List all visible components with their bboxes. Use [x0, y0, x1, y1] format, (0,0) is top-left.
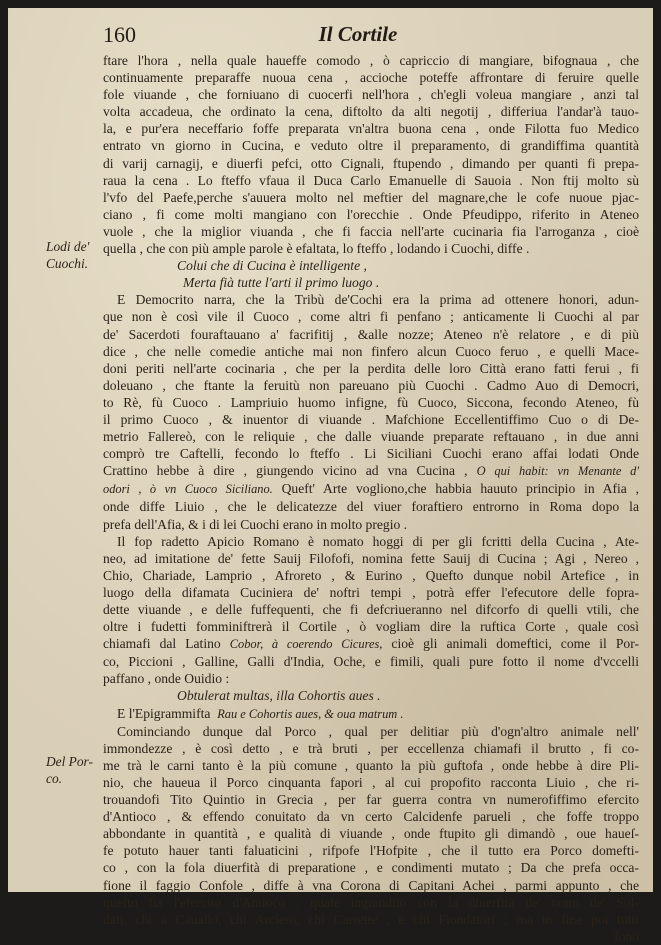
page-header: [103, 20, 613, 48]
text-run: chiamafi dal Latino: [103, 636, 221, 652]
text-line: onde diffe Liuio , che le delicatezze del viuer foraftiero entrorno in Roma dopo la: [103, 499, 639, 515]
text-line: co , con la fola diuerfità di preparatione , e condimenti mutato ; Da che prefa occa-: [103, 860, 639, 876]
text-line: fione il faggio Confole , diffe à vna Corona di Capitani Achei , parmi appunto , che: [103, 877, 639, 893]
text-line: Cominciando dunque dal Porco , qual per delitiar più d'ogn'altro animale nell': [117, 723, 639, 739]
text-line: comprò tre Caftelli, fecondo lo fteffo . Li Siciliani Cuochi erano affai lodati Onde: [103, 446, 639, 462]
text-line: dette viuande , e delle fuffequenti, che fi defcriueranno nel difcorfo di quelli vtili, che: [103, 602, 639, 617]
verse-quote-line: Merta fià tutte l'arti il primo luogo .: [183, 275, 380, 291]
text-line: quefto fia l'efercito d'Antioco , quale ingrandito con la diuerfità de' nomi de' Sol-: [103, 894, 639, 910]
text-line: [103, 480, 639, 498]
text-line: quella , che con più ample parole è efaltata, lo fteffo , lodando i Cuochi, diffe .: [103, 241, 530, 257]
text-line: l'vfo del Paefe,perche s'auuera molto nel meftier del magnare,che le cofe nuoue pjac-: [103, 189, 639, 205]
text-line: E Democrito narra, che la Tribù de'Cochi era la prima ad ottenere honori, adun-: [117, 292, 639, 308]
italic-quote-run: Cobor, à coerendo Cicures,: [229, 637, 383, 652]
text-line: d'Antioco , & effendo conuitato da vn certo Calcidenfe parueli , che foffe troppo: [103, 809, 639, 825]
text-line: il primo Cuoco , & inuentor di viuande . Mafchione Eccellentiffimo Cuo o di De-: [103, 411, 639, 427]
page-number: 160: [103, 22, 136, 47]
text-line: nio, che haueua il Porco cinquanta fapori , al cui propofito racconta Liuio , che ri-: [103, 774, 639, 790]
text-line: dice , che nelle comedie antiche mai non finfero alcun Cuoco feruo , e quelli Mace-: [103, 343, 639, 359]
margin-note-line: Lodi de': [46, 239, 90, 254]
text-line: doleuano , che ftante la feruitù non pareuano più Cuochi . Cadmo Auo di Democri,: [103, 377, 639, 393]
text-line: entrato vn giorno in Cucina, e veduto oltre il preparamento, di grandiffima quantità: [103, 138, 639, 154]
italic-quote-run: odori , ò vn Cuoco Siciliano.: [103, 482, 273, 497]
text-line: Il fop radetto Apicio Romano è nomato hoggi di per gli fcritti della Cucina , Ate-: [117, 533, 639, 549]
text-run: cioè gli animali domeftici, come il Por-: [391, 636, 639, 652]
text-line: to Rè, fù Cuoco . Lampriuio huomo infigne, fù Cuoco, Siccona, fecondo Ateneo, fù: [103, 394, 639, 410]
verse-quote-line: Colui che di Cucina è intelligente ,: [177, 258, 367, 274]
text-line: co, Piccioni , Galline, Galli d'India, Oche, e fimili, quali pure fotto il nome d'vccelli: [103, 654, 639, 670]
text-line: oltre i fudetti fomminiftrerà il Cortile , ò vogliam dire la ruftica Corte , quale così: [103, 619, 639, 635]
text-line: volta accadeua, che ordinato la cena, diftolto da alti negotij , differiua l'andar'à tauo-: [103, 104, 639, 120]
margin-note-lodi-de-cuochi: [46, 238, 98, 272]
text-line: immondezze , è così detto , e trà bruti , per eccellenza chiamafi il brutto , fi co-: [103, 740, 639, 756]
margin-note-line: Cuochi.: [46, 256, 89, 271]
text-line: di varij carnagij, e diuerfi pefci, otto Cignali, ftupendo , dimando per quanti fi prepa-: [103, 155, 639, 171]
text-run: Queft' Arte vogliono,che habbia hauuto principio in Afia ,: [281, 481, 640, 497]
text-line: continuamente preparaffe nuoua cena , accioche poteffe affrontare di feruire quelle: [103, 70, 639, 86]
text-line: neo, ad imitatione de' fette Sauij Filofofi, nomina fette Sauij di Cucina ; Agi , Nereo ,: [103, 550, 639, 566]
text-line: que non è così vile il Cuoco , come altri fi penfano ; anticamente li Cuochi al par: [103, 309, 639, 325]
body-text: [103, 52, 639, 945]
text-run: Crattino hebbe à dire , giungendo vicino ad vna Cucina ,: [103, 463, 468, 479]
margin-note-line: Del Por-: [46, 754, 93, 769]
margin-note-del-porco: [46, 753, 98, 787]
text-line: [103, 705, 639, 723]
catchword: fono: [614, 928, 639, 944]
text-line: metrio Fallereò, con le reliquie , che dalle viuande preparate reftauano , in due anni: [103, 429, 639, 445]
text-line: raua la cena . Lo fteffo vfaua il Duca Carlo Emanuelle di Sauoia . Non ftij molto sù: [103, 172, 639, 188]
text-line: ciano , fi come molti mangiano con l'orecchie . Onde Pfeudippo, riferito in Ateneo: [103, 206, 639, 222]
text-line: dati, chi à Cauallo, chi Arciero, chi Carrette , e chi Fiondatori ; ma in fine poi tutti: [103, 911, 639, 927]
text-line: prefa dell'Afia, & i di lei Cuochi erano in molto pregio .: [103, 516, 408, 532]
text-line: abbondante in quantità , e qualità di viuande , onde ftupito gli dimandò , oue haueſ-: [103, 826, 639, 842]
text-line: me trà le carni tanto è la più comune , quanto la più guftofa , onde hebbe à dire Pli-: [103, 757, 639, 773]
text-line: la, e pur'era neceffario foffe preparata vn'altra buona cena , onde Filotta fuo Medico: [103, 121, 639, 137]
text-line: luogo della difamata Cuciniera de' noftri tempi , potrà effer l'efecutore delle fopra-: [103, 584, 639, 600]
text-line: trouandofi Tito Quintio in Grecia , per far guerra contra vn numerofiffimo efercito: [103, 792, 639, 808]
text-line: [103, 462, 639, 480]
text-line: fole viuande , che forniuano di cuocerfi nell'hora , ch'egli voleua mangiare , anzi tal: [103, 87, 639, 103]
text-line: fe potuto hauer tanti faluaticini , rifpofe l'Hofpite , che il tutto era Porco domefti-: [103, 843, 639, 859]
italic-quote-run: Rau e Cohortis aues, & oua matrum .: [217, 706, 404, 721]
text-line: paffano , onde Ouidio :: [103, 671, 230, 687]
text-line: [103, 635, 639, 653]
text-line: vuole , che la miglior viuanda , che fi faccia nell'arte cucinaria fia l'arroganza , cioè: [103, 223, 639, 239]
text-line: de' Sacerdoti fouraftauano a' facrifitij , &alle nozze; Ateneo n'è relatore , e di più: [103, 326, 639, 342]
text-run: E l'Epigrammifta: [117, 705, 211, 721]
text-line: ftare l'hora , nella quale haueffe comodo , ò capriccio di mangiare, bifognaua , che: [103, 53, 639, 68]
italic-quote-run: O qui habit: vn Menante d': [476, 464, 639, 479]
book-page: [8, 8, 653, 944]
text-line: Chio, Chariade, Lamprio , Afroreto , & Eurino , Quefto dunque nobil Artefice , in: [103, 567, 639, 583]
verse-quote-line: Obtulerat multas, illa Cohortis aues .: [177, 688, 381, 704]
running-title: Il Cortile: [318, 22, 398, 46]
text-line: doni periti nell'arte cocinaria , che per la perdita delle loro Città erano fatti ferui , fi: [103, 360, 639, 376]
margin-note-line: co.: [46, 771, 62, 786]
